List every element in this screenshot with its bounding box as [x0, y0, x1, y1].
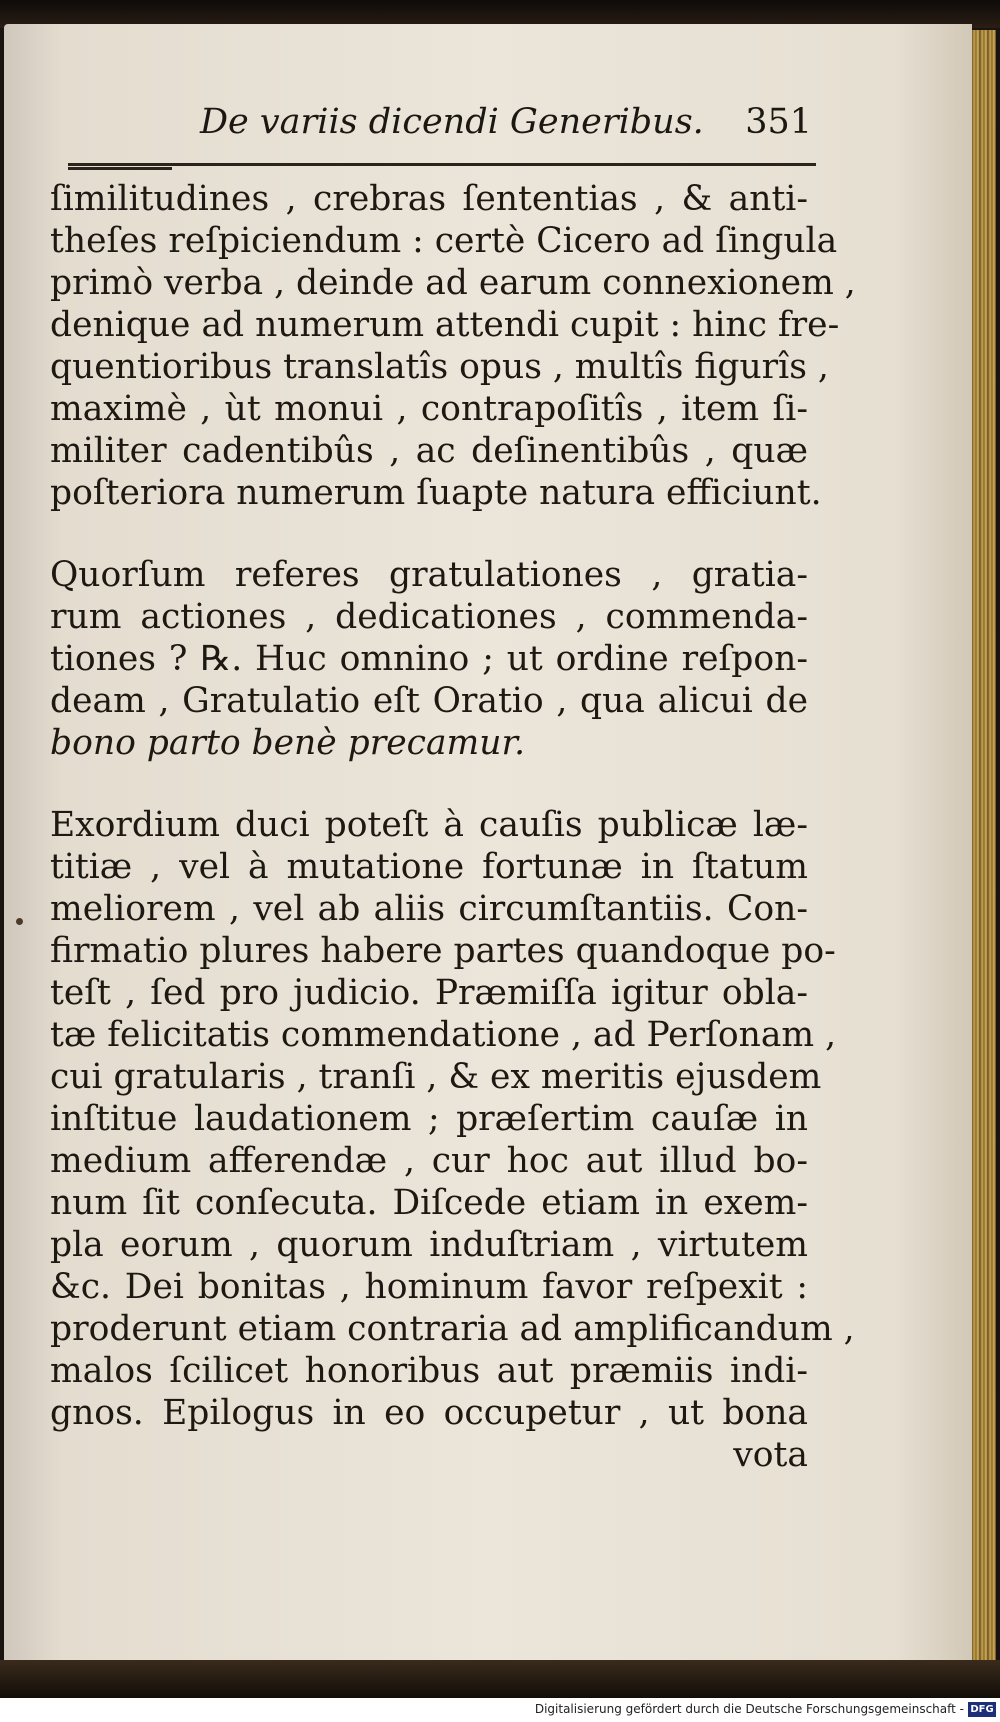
page-number: 351	[745, 102, 812, 142]
text-line: gnos. Epilogus in eo occupetur , ut bona	[50, 1393, 808, 1433]
text-line: maximè , ùt monui , contrapoſitîs , item ſi-	[50, 389, 808, 429]
text-line: denique ad numerum attendi cupit : hinc fre-	[50, 305, 840, 345]
text-line: ſimilitudines , crebras ſententias , & anti-	[50, 179, 808, 219]
text-line: Exordium duci poteſt à cauſis publicæ læ-	[50, 805, 808, 845]
margin-mark	[16, 918, 23, 925]
paragraph-1	[50, 178, 856, 514]
text-line: firmatio plures habere partes quandoque po-	[50, 931, 836, 971]
text-line: rum actiones , dedicationes , commenda-	[50, 597, 808, 637]
text-line: titiæ , vel à mutatione fortunæ in ſtatum	[50, 847, 808, 887]
text-line: deam , Gratulatio eſt Oratio , qua alicui de	[50, 681, 808, 721]
page-header	[60, 102, 812, 148]
text-line: quentioribus translatîs opus , multîs figurîs ,	[50, 347, 829, 387]
header-rule	[68, 163, 816, 166]
dfg-logo: DFG	[968, 1702, 996, 1717]
scan-bottom-border	[0, 1660, 1000, 1698]
text-line: meliorem , vel ab aliis circumſtantiis. Con-	[50, 889, 808, 929]
paragraph-gap	[50, 764, 808, 804]
text-line: proderunt etiam contraria ad amplificandum ,	[50, 1309, 855, 1349]
paragraph-2	[50, 554, 808, 764]
body-text	[50, 178, 856, 1476]
paragraph-3	[50, 804, 855, 1476]
paragraph-gap	[50, 514, 808, 554]
text-line: teſt , ſed pro judicio. Præmiſſa igitur obla-	[50, 973, 808, 1013]
book-fore-edge	[972, 30, 996, 1666]
text-line: medium afferendæ , cur hoc aut illud bo-	[50, 1141, 808, 1181]
text-line: malos ſcilicet honoribus aut præmiis indi-	[50, 1351, 808, 1391]
text-line: primò verba , deinde ad earum connexionem ,	[50, 263, 856, 303]
text-line: Quorſum referes gratulationes , gratia-	[50, 555, 808, 595]
text-line: poſteriora numerum ſuapte natura efficiunt.	[50, 473, 822, 513]
text-line: militer cadentibûs , ac deſinentibûs , quæ	[50, 431, 808, 471]
text-line: pla eorum , quorum induſtriam , virtutem	[50, 1225, 808, 1265]
text-line: &c. Dei bonitas , hominum favor reſpexit :	[50, 1267, 808, 1307]
text-line: num ſit conſecuta. Diſcede etiam in exem-	[50, 1183, 808, 1223]
footer-credit: Digitalisierung gefördert durch die Deutsche Forschungsgemeinschaft -	[534, 1702, 964, 1716]
header-rule-accent	[68, 167, 172, 170]
text-line: bono parto benè precamur.	[50, 723, 526, 763]
text-line: inſtitue laudationem ; præſertim cauſæ in	[50, 1099, 808, 1139]
catchword: vota	[733, 1435, 808, 1475]
text-line: tæ felicitatis commendatione , ad Perſonam ,	[50, 1015, 837, 1055]
text-line: theſes reſpiciendum : certè Cicero ad ſingula	[50, 221, 838, 261]
digitization-footer	[0, 1698, 1000, 1722]
text-line: cui gratularis , tranſi , & ex meritis ejusdem	[50, 1057, 822, 1097]
running-title: De variis dicendi Generibus.	[200, 102, 704, 142]
text-line: tiones ? ℞. Huc omnino ; ut ordine reſpon-	[50, 639, 808, 679]
